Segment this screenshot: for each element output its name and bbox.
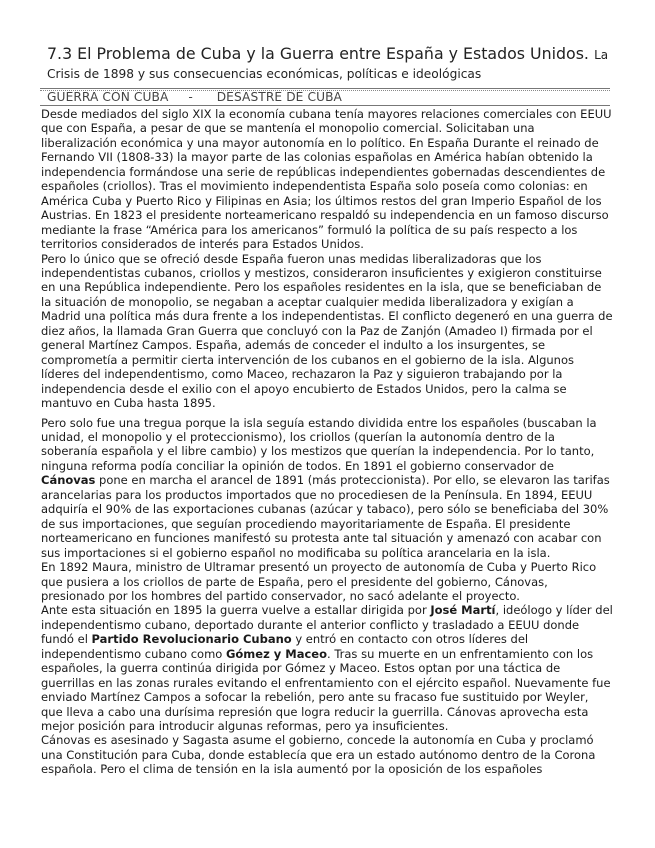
paragraph-5-text-a: Ante esta situación en 1895 la guerra vuelve a estallar dirigida por bbox=[41, 603, 427, 618]
paragraph-2: Pero lo único que se ofreció desde España fueron unas medidas liberalizadoras que los independentistas cubanos, criollos y mestizos, consideraron insuficientes y exigieron constituirse en una República independiente. Pero los españoles residentes en la isla, que se beneficiaban de la situación de monopolio, se negaban a aceptar cualquier medida liberalizadora y exigían a Madrid una política más dura frente a los independentistas. El conflicto degeneró en una guerra de diez años, la llamada Gran Guerra que concluyó con la Paz de Zanjón (Amadeo I) firmada por el general Martínez Campos. España, además de conceder el indulto a los insurgentes, se comprometía a permitir cierta intervención de los cubanos en el gobierno de la isla. Algunos líderes del independentismo, como Maceo, rechazaron la Paz y siguieron trabajando por la independencia desde el exilio con el apoyo encubierto de Estados Unidos, pero la calma se mantuvo en Cuba hasta 1895. bbox=[41, 251, 613, 411]
paragraph-6: Cánovas es asesinado y Sagasta asume el gobierno, concede la autonomía en Cuba y proclamó una Constitución para Cuba, donde establecía que era un estado autónomo dentro de la Corona española. Pero el clima de tensión en la isla aumentó por la oposición de los españoles bbox=[41, 733, 596, 777]
paragraph-3-text-a: Pero solo fue una tregua porque la isla seguía estando dividida entre los españoles (buscaban la unidad, el monopolio y el proteccionismo), los criollos (querían la autonomía dentro de la soberanía española y el libre cambio) y los mestizos que querían la independencia. Por lo tanto, ninguna reforma podía conciliar la opinión de todos. En 1891 el gobierno conservador de bbox=[41, 415, 597, 473]
section-heading bbox=[47, 90, 342, 105]
paragraph-5-text-c: , ideólogo y líder del independentismo cubano, deportado durante el anterior conflicto y trasladado a EEUU donde fundó el bbox=[41, 603, 613, 647]
section-heading-separator: - bbox=[188, 90, 193, 104]
section-divider bbox=[40, 105, 610, 106]
bold-canovas: Cánovas bbox=[41, 473, 96, 488]
bold-jose-marti: José Martí bbox=[430, 603, 496, 618]
paragraph-5-text-e: y entró en contacto con otros líderes del independentismo cubano como bbox=[41, 632, 529, 661]
bold-partido-revolucionario: Partido Revolucionario Cubano bbox=[91, 632, 292, 647]
paragraph-3 bbox=[41, 416, 613, 561]
page-title: 7.3 El Problema de Cuba y la Guerra entre España y Estados Unidos. bbox=[47, 44, 589, 63]
document-body bbox=[41, 107, 613, 777]
title-tail: La bbox=[594, 48, 609, 62]
page-subtitle: Crisis de 1898 y sus consecuencias económicas, políticas e ideológicas bbox=[47, 67, 482, 81]
paragraph-3-text-c: pone en marcha el arancel de 1891 (más proteccionista). Por ello, se elevaron las tarifas arancelarias para los productos importados que no procediesen de la Península. En 1894, EEUU adquiría el 90% de las exportaciones cubanas (azúcar y tabaco), pero sólo se beneficiaba del 30% de sus importaciones, que seguían procediendo mayoritariamente de España. El presidente norteamericano en funciones manifestó su protesta ante tal situación y amenazó con acabar con sus importaciones si el gobierno español no modificaba su política arancelaria en la isla. bbox=[41, 473, 610, 560]
section-heading-right: DESASTRE DE CUBA bbox=[216, 90, 342, 104]
header-divider bbox=[40, 88, 610, 89]
document-header bbox=[47, 43, 643, 82]
paragraph-1: Desde mediados del siglo XIX la economía cubana tenía mayores relaciones comerciales con EEUU que con España, a pesar de que se mantenía el monopolio comercial. Solicitaban una liberalización económica y una mayor autonomía en lo político. En España Durante el reinado de Fernando VII (1808-33) la mayor parte de las colonias españolas en América habían obtenido la independencia formándose una serie de repúblicas independientes gobernadas descendientes de españoles (criollos). Tras el movimiento independentista España solo poseía como colonias: en América Cuba y Puerto Rico y Filipinas en Asia; los últimos restos del gran Imperio Español de los Austrias. En 1823 el presidente norteamericano respaldó su independencia en un famoso discurso mediante la frase “América para los americanos” formuló la política de su país respecto a los territorios considerados de interés para Estados Unidos. bbox=[41, 107, 612, 252]
title-line bbox=[47, 43, 643, 66]
bold-gomez-maceo: Gómez y Maceo bbox=[225, 646, 328, 661]
paragraph-5-text-g: . Tras su muerte en un enfrentamiento con los españoles, la guerra continúa dirigida por Gómez y Maceo. Estos optan por una táctica de guerrillas en las zonas rurales evitando el enfrentamiento con el ejército español. Nuevamente fue enviado Martínez Campos a sofocar la rebelión, pero ante su fracaso fue sustituido por Weyler, que lleva a cabo una durísima represión que logra reducir la guerrilla. Cánovas aprovecha esta mejor posición para introducir algunas reformas, pero ya insuficientes. bbox=[41, 646, 611, 734]
paragraph-5 bbox=[41, 603, 613, 733]
section-heading-left: GUERRA CON CUBA bbox=[47, 90, 169, 104]
paragraph-4: En 1892 Maura, ministro de Ultramar presentó un proyecto de autonomía de Cuba y Puerto Rico que pusiera a los criollos de parte de España, pero el presidente del gobierno, Cánovas, presionado por los hombres del partido conservador, no sacó adelante el proyecto. bbox=[41, 560, 597, 603]
